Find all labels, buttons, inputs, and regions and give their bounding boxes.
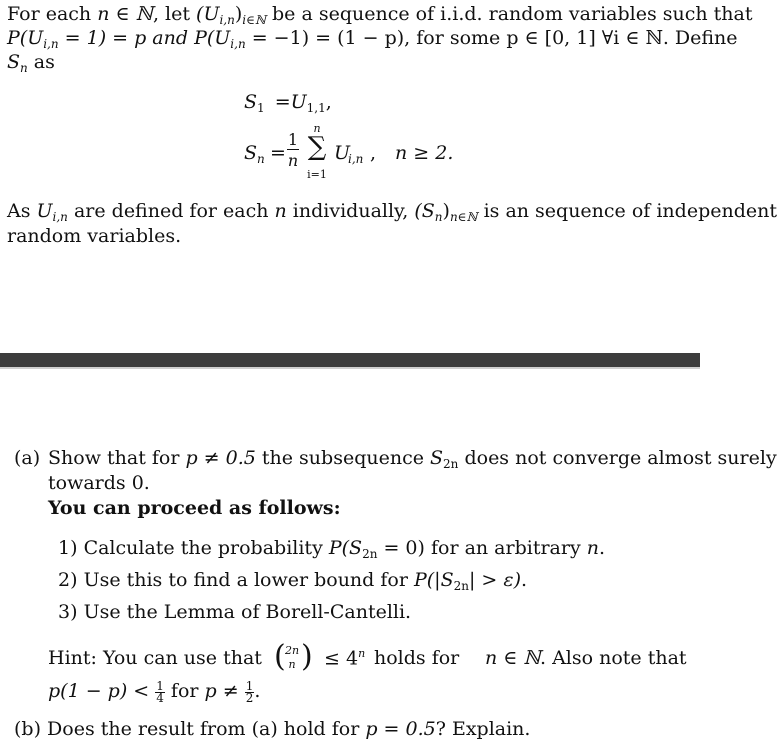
step-2: 2) Use this to find a lower bound for $P(|S_{2n}| > \varepsilon)$. xyxy=(58,569,528,593)
equation-sn: S n = 1 n n ∑ i=1 U i,n , n ≥ 2. xyxy=(244,122,454,181)
para2-line-1: As $U_{i,n}$ are defined for each n individually, $(S_n)_{n\in ℕ}$ is an sequence of independent xyxy=(7,200,777,224)
proceed-heading: You can proceed as follows: xyxy=(48,497,341,519)
part-a-line-1: Show that for p ≠ 0.5 the subsequence $S_{2n}$ does not converge almost surely xyxy=(48,447,777,471)
binom-right-paren: ) xyxy=(301,639,313,674)
intro-line-1: For each n ∈ ℕ, let $(U_{i,n})_{i\in ℕ}$ be a sequence of i.i.d. random variables such that xyxy=(7,3,753,27)
binom-left-paren: ( xyxy=(274,639,286,674)
part-a-line-2: towards 0. xyxy=(48,472,150,494)
step-3: 3) Use the Lemma of Borell-Cantelli. xyxy=(58,601,412,623)
hint-line-1: Hint: You can use that ( 2n n ) ≤ $4^n$ holds for n ∈ ℕ . Also note that xyxy=(48,639,687,674)
hint-line-2: p(1 − p) < $\frac{1}{4}$ for p ≠ $\frac{1}{2}$ . xyxy=(48,678,261,705)
part-b: (b) Does the result from (a) hold for p = 0.5? Explain. xyxy=(14,718,531,740)
intro-line-2: $P(U_{i,n} = 1) = p$ and $P(U_{i,n} = -1) = (1 - p)$, for some p ∈ [0, 1] ∀i ∈ ℕ. Define xyxy=(7,27,738,51)
section-divider xyxy=(0,353,700,369)
intro-line-3: $S_n$ as xyxy=(7,51,55,75)
part-a-label: (a) xyxy=(14,447,41,469)
para2-line-2: random variables. xyxy=(7,225,182,247)
fraction-bar xyxy=(287,149,299,150)
equation-s1: $S_1 =U_{1,1}$, xyxy=(244,91,332,115)
step-1: 1) Calculate the probability $P(S_{2n} = 0)$ for an arbitrary n. xyxy=(58,537,606,561)
